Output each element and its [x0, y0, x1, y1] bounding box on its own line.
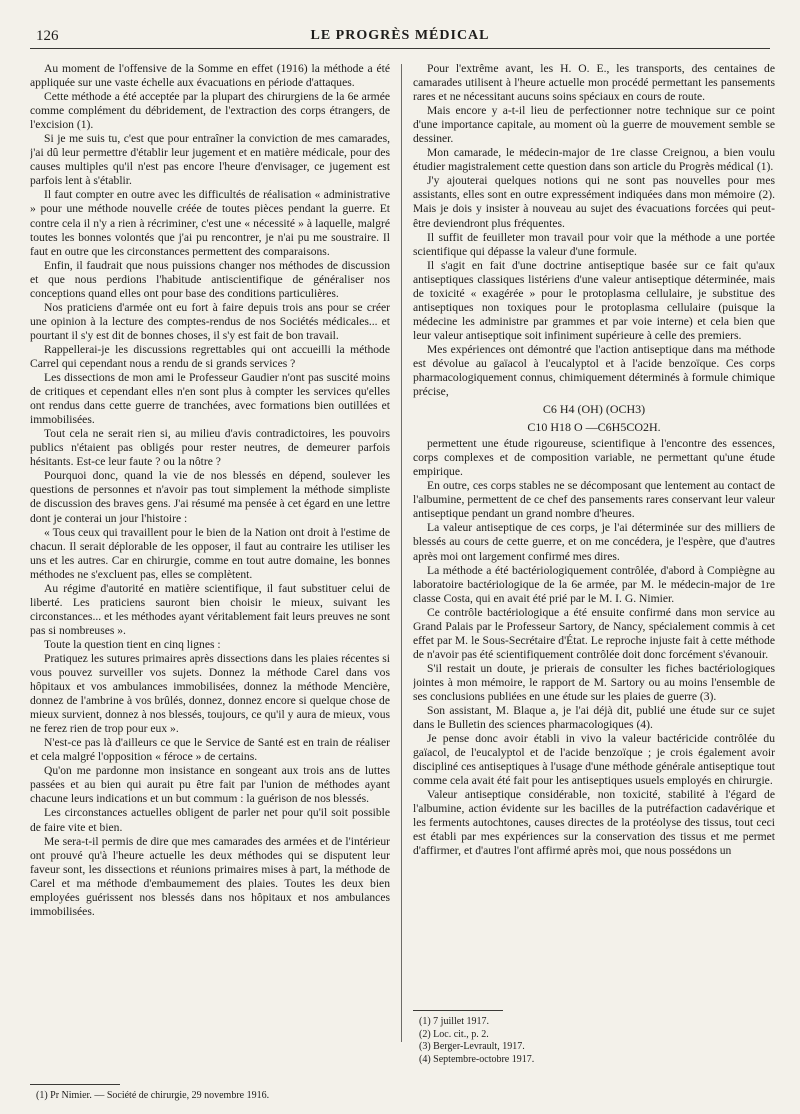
page-header: [30, 26, 770, 49]
body-paragraph: Ce contrôle bactériologique a été ensuite confirmé dans mon service au Grand Palais par le Professeur Sartory, de Nancy, spécialement commis à cet effet par M. le Sous-Secrétaire d'État. Le reproche injuste fait à cette méthode de n'avoir pas été scientifiquement contrôlée doit donc forcément s'évanouir.: [413, 605, 775, 661]
body-paragraph: J'y ajouterai quelques notions qui ne sont pas nouvelles pour mes assistants, elles sont en outre expressément indiquées dans mon mémoire (2). Mais je dois y insister à nouveau au sujet des évacuations forcées qui peut-être deviendront plus fréquentes.: [413, 174, 775, 230]
formula-line: C6 H4 (OH) (OCH3): [542, 402, 646, 417]
footnote: (2) Loc. cit., p. 2.: [419, 1028, 489, 1040]
footnote-rule: [30, 1084, 120, 1085]
footnote-rule: [413, 1010, 503, 1011]
body-paragraph: Mon camarade, le médecin-major de 1re classe Creignou, a bien voulu étudier magistralement cette question dans son article du Progrès médical (1).: [413, 146, 775, 174]
left-column: [30, 62, 390, 1102]
body-paragraph: Son assistant, M. Blaque a, je l'ai déjà dit, publié une étude sur ce sujet dans le Bulletin des sciences pharmacologiques (4).: [413, 704, 775, 732]
footnote: (1) Pr Nimier. — Société de chirurgie, 29 novembre 1916.: [36, 1089, 270, 1101]
body-paragraph: La méthode a été bactériologiquement contrôlée, d'abord à Compiègne au laboratoire bactériologique de la 6e armée, par M. le médecin-major de 1re classe Costa, qui en avait été prié par le M. I. G. Nimier.: [413, 563, 775, 605]
body-paragraph: Mes expériences ont démontré que l'action antiseptique dans ma méthode est dévolue au gaïacol à l'eucalyptol et à l'acide benzoïque. Ces corps pharmacologiquement connus, chimiquement déterminés à formule chimique précise,: [413, 342, 775, 399]
body-paragraph: Pratiquez les sutures primaires après dissections dans les plaies récentes si vous pouvez surveiller vos sujets. Donnez la méthode Carel dans vos hôpitaux et vos ambulances immobilisées, donnez la méthode Mencière, donnez de l'ambrine à vos brûlés, donnez, donnez encore si quelque chose de mieux survient, donnez à nos blessés, toujours, ce qu'il y aura de mieux, vous ne ferez rien de trop pour eux ».: [30, 651, 390, 736]
body-paragraph: Enfin, il faudrait que nous puissions changer nos méthodes de discussion et que nous perdions l'habitude antiscientifique de généraliser nos conceptions quand elles ont pour base des conditions particulières.: [30, 258, 390, 300]
body-paragraph: Je pense donc avoir établi in vivo la valeur bactéricide contrôlée du gaïacol, de l'eucalyptol et de l'acide benzoïque ; je crois également avoir discipliné ces antiseptiques à l'usage d'une méthode générale antiseptique tout comme cela avait été fait pour les antiseptiques usuels employés en chirurgie.: [413, 732, 775, 788]
footnote: (3) Berger-Levrault, 1917.: [419, 1041, 525, 1053]
body-paragraph: Cette méthode a été acceptée par la plupart des chirurgiens de la 6e armée comme complément du débridement, de l'extraction des corps étrangers, de l'excision (1).: [30, 90, 390, 132]
right-column-text: [413, 62, 775, 859]
left-footnotes: [30, 1084, 390, 1102]
body-paragraph: Valeur antiseptique considérable, non toxicité, stabilité à l'égard de l'albumine, action évidente sur les bacilles de la putréfaction cadavérique et les ferments autochtones, causes directes de la protéolyse des tissus, tout ceci est établi par mes expériences sur la conservation des tissus et me permet d'affirmer, et d'autres l'ont affirmé après moi, que nous possédons un: [413, 788, 775, 858]
body-paragraph: Toute la question tient en cinq lignes :: [44, 637, 221, 651]
body-paragraph: Mais encore y a-t-il lieu de perfectionner notre technique sur ce point d'une importance capitale, au moment où la guerre de mouvement semble se dessiner.: [413, 104, 775, 146]
body-paragraph: S'il restait un doute, je prierais de consulter les fiches bactériologiques jointes à mon mémoire, le rapport de M. Sartory ou au moins l'ensemble de ses conclusions publiées en une étude sur les plaies de guerre (3).: [413, 661, 775, 703]
body-paragraph: N'est-ce pas là d'ailleurs ce que le Service de Santé est en train de réaliser et cela malgré l'opposition « féroce » de certains.: [30, 736, 390, 764]
body-paragraph: « Tous ceux qui travaillent pour le bien de la Nation ont droit à l'estime de chacun. Il serait déplorable de les opposer, il faut au contraire les utiliser les uns et les autres. Car en chirurgie, comme en tout autre domaine, les bonnes méthodes ne s'excluent pas, elles se complètent.: [30, 525, 390, 581]
body-paragraph: Pourquoi donc, quand la vie de nos blessés en dépend, soulever les questions de personnes et n'avoir pas tout simplement la méthode simpliste de discussion des braves gens. J'ai résumé ma pensée à cet égard en une lettre dont je conterai un jour l'histoire :: [30, 469, 390, 525]
running-title: LE PROGRÈS MÉDICAL: [310, 28, 490, 43]
body-paragraph: Rappellerai-je les discussions regrettables qui ont accueilli la méthode Carrel qui cependant nous a rendu de si grands services ?: [30, 342, 390, 370]
body-paragraph: Pour l'extrême avant, les H. O. E., les transports, des centaines de camarades utilisent à l'heure actuelle mon procédé permettant les pansements rares et ne nécessitant aucuns soins spéciaux en cours de route.: [413, 62, 775, 104]
body-paragraph: En outre, ces corps stables ne se décomposant que lentement au contact de l'albumine, permettent de ce chef des pansements rares conservant leur valeur antiseptique pendant un grand nombre d'heures.: [413, 479, 775, 521]
right-footnotes: [413, 1010, 775, 1066]
left-column-text: [30, 62, 390, 919]
page-number: 126: [36, 28, 59, 44]
body-paragraph: Il faut compter en outre avec les difficultés de réalisation « administrative » pour une méthode nouvelle créée de toutes pièces pendant la guerre. Et contre cela il n'y a rien à récriminer, c'est une « nécessité » à laquelle, malgré toutes les bonnes volontés que j'ai pu rencontrer, je n'ai pu me soustraire. Il faut en outre que les circonstances permettent des comparaisons.: [30, 188, 390, 258]
right-column: [413, 62, 775, 1102]
body-paragraph: Il s'agit en fait d'une doctrine antiseptique basée sur ce fait qu'aux antiseptiques classiques listériens d'une valeur antiseptique déterminée, mais de toxicité « exagérée » pour le protoplasma cellulaire, je substitue des antiseptiques non toxiques pour le protoplasma cellulaire (puisque la médecine les administre par grammes et par voie interne) et cela bien que leur valeur antiseptique soit infiniment supérieure à celle des premiers.: [413, 258, 775, 342]
body-paragraph: Qu'on me pardonne mon insistance en songeant aux trois ans de luttes passées et au bien qui aurait pu être fait par l'union de méthodes ayant chacune leurs indications et un but commum : la guérison de nos blessés.: [30, 764, 390, 806]
body-paragraph: Il suffit de feuilleter mon travail pour voir que la méthode a une portée scientifique qui dépasse la valeur d'une formule.: [413, 230, 775, 258]
body-paragraph: Au moment de l'offensive de la Somme en effet (1916) la méthode a été appliquée sur une vaste échelle aux évacuations en période d'attaques.: [30, 62, 390, 90]
body-paragraph: Les circonstances actuelles obligent de parler net pour qu'il soit possible de faire vite et bien.: [30, 806, 390, 834]
body-paragraph: Nos praticiens d'armée ont eu fort à faire depuis trois ans pour se créer une opinion à la lecture des comptes-rendus de nos Sociétés médicales... et pourtant il s'y est dit de bonnes choses, il s'y est fait de bon travail.: [30, 300, 390, 342]
body-paragraph: La valeur antiseptique de ces corps, je l'ai déterminée sur des milliers de blessés au cours de cette guerre, et on me concédera, je l'espère, que d'autres après moi ont largement confirmé mes dires.: [413, 521, 775, 563]
body-paragraph: Si je me suis tu, c'est que pour entraîner la conviction de mes camarades, j'ai dû leur permettre d'établir leur jugement et en matière médicale, pour des causes multiples qu'il n'est pas encore l'heure d'envisager, ce jugement est parfois lent à s'établir.: [30, 132, 390, 188]
footnote: (1) 7 juillet 1917.: [419, 1016, 489, 1028]
body-paragraph: Me sera-t-il permis de dire que mes camarades des armées et de l'intérieur ont prouvé qu'à l'heure actuelle les deux méthodes qui se disputent leur faveur sont, les dissections et réunions primaires mises à part, la méthode de Carel et ma méthode d'embaumement des plaies. Toutes les deux bien employées guérissent nos blessés dans nos hôpitaux et nos ambulances immobilisées.: [30, 834, 390, 918]
body-paragraph: Au régime d'autorité en matière scientifique, il faut substituer celui de liberté. Les praticiens sauront bien choisir le mieux, suivant les circonstances... et les méthodes ayant véritablement fait leurs preuves ne sont pas si nombreuses ».: [30, 581, 390, 637]
body-paragraph: Tout cela ne serait rien si, au milieu d'avis contradictoires, les pouvoirs publics n'étaient pas obligés pour rester neutres, de demeurer parfois hésitants. Est-ce leur faute ? ou la nôtre ?: [30, 427, 390, 469]
footnote: (4) Septembre-octobre 1917.: [419, 1053, 535, 1065]
body-paragraph: permettent une étude rigoureuse, scientifique à l'encontre des essences, corps complexes et de composition variable, ne permettant qu'une étude empirique.: [413, 437, 775, 479]
column-divider: [401, 64, 402, 1042]
formula-line: C10 H18 O —C6H5CO2H.: [527, 420, 661, 435]
body-paragraph: Les dissections de mon ami le Professeur Gaudier n'ont pas suscité moins de critiques et cependant elles n'en sont plus à compter les services qu'elles ont rendus dans cette guerre de tranchées, avec formations bien outillées et immobilisées.: [30, 371, 390, 427]
chemical-formula: [413, 402, 775, 435]
